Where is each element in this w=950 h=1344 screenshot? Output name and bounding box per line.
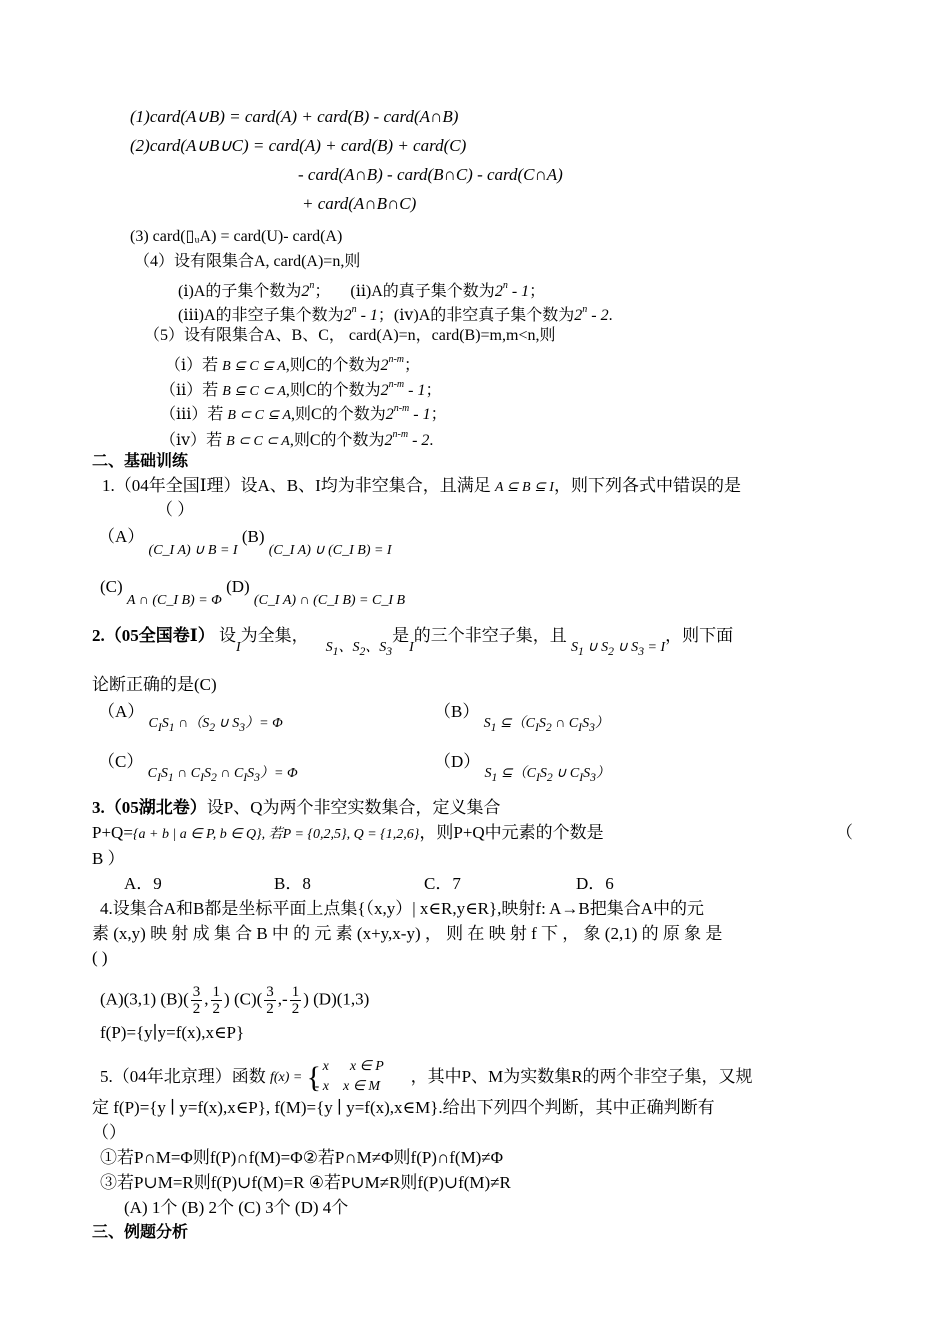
q5-lead: 5.（04年北京理）函数	[100, 1066, 266, 1086]
item4-iii-label: (ⅲ)A的非空子集个数为	[178, 307, 344, 324]
q4-line1: 4.设集合A和B都是坐标平面上点集{（x,y）| x∈R,y∈R},映射f: A→B把集合A中的元	[100, 899, 705, 918]
item5-then-3: ,则C的个数为	[291, 406, 386, 423]
q5-line1: 5.（04年北京理）函数 f(x) = { x x ∈ P - x x ∈ M ，其中P、M为实数集R的两个非空子集，又规	[100, 1058, 753, 1098]
item4-ii-label: (ⅱ)A的真子集个数为	[350, 283, 495, 300]
q2-optC-label: （C）	[98, 752, 144, 771]
formula-2b: - card(A∩B) - card(B∩C) - card(C∩A)	[298, 165, 563, 184]
q1-optB-expr: (C_I A) ∪ (C_I B) = I	[268, 543, 392, 558]
q4-optA: (A)(3,1)	[100, 989, 157, 1009]
item5-i: （ⅰ）若 B ⊆ C ⊆ A,则C的个数为2$^{n-m}$；	[165, 354, 421, 374]
item5-ii: （ⅱ）若 B ⊆ C ⊂ A,则C的个数为2$^{n-m}$ - 1；	[160, 379, 442, 399]
q3-optB: B．8	[274, 874, 311, 893]
q3-line2b: ，则P+Q中元素的个数是	[419, 823, 604, 842]
q1-tail: ，则下列各式中错误的是	[553, 476, 741, 495]
q5-statement-1: ①若P∩M=Φ则f(P)∩f(M)=Φ②若P∩M≠Φ则f(P)∩f(M)≠Φ	[100, 1148, 504, 1167]
formula-2a: (2)card(A∪B∪C) = card(A) + card(B) + card(C)	[130, 136, 467, 155]
q2-optA: （A） $_{C_IS_1 \cap(S_2 \cup S_3)= \Phi}$	[98, 702, 283, 734]
item4-iii: (ⅲ)A的非空子集个数为2$^n$ - 1；(ⅳ)A的非空真子集个数为2$^n$ - 2.	[178, 304, 613, 324]
q1-optD-expr: (C_I A) ∩ (C_I B) = C_I B	[253, 593, 406, 608]
q3-optA: A．9	[124, 874, 162, 893]
q3-line3: B ）	[92, 849, 125, 868]
q4-line2: 素 (x,y) 映 射 成 集 合 B 中 的 元 素 (x+y,x-y) ， 则 在 映 射 f 下 ， 象 (2,1) 的 原 象 是	[92, 924, 723, 943]
q3-line1	[92, 797, 500, 819]
item5-iv-label: （ⅳ）若	[160, 432, 223, 449]
q2-text3: 是	[392, 626, 410, 645]
q2-text1: 设	[218, 626, 236, 645]
item5-i-label: （ⅰ）若	[165, 357, 219, 374]
q4-line3: ( )	[92, 948, 108, 967]
q3-paren: （	[836, 823, 853, 842]
item5-then-1: ,则C的个数为	[285, 357, 381, 374]
q2-lead: 2.（05全国卷Ⅰ）	[92, 626, 215, 645]
q4-optB: (B)	[160, 989, 184, 1009]
q2-optB-label: （B）	[434, 702, 480, 721]
item5-intro: （5）设有限集合A、B、C， card(A)=n，card(B)=m,m<n,则	[144, 327, 556, 344]
q3-line2: P+Q={a + b | a ∈ P, b ∈ Q}, 若P = {0,2,5}, Q = {1,2,6}，则P+Q中元素的个数是	[92, 823, 604, 842]
q1-line1	[102, 475, 741, 499]
q3-lead: 3.（05湖北卷）	[92, 798, 207, 817]
q4-extra: f(P)={y∣y=f(x),x∈P}	[100, 1023, 245, 1042]
q2-line2: 论断正确的是(C)	[92, 675, 217, 694]
q5-piecewise: { x x ∈ P - x x ∈ M	[306, 1059, 384, 1094]
q2-optD-label: （D）	[434, 752, 481, 771]
q4-options: (A)(3,1) (B)( $\frac{3}{2}$ , $\frac{1}{2}$ ) (C)( $\frac{3}{2}$ ,- $\frac{1}{2}$ ) (D)(1,3)	[100, 984, 370, 1017]
q2-text2: 为全集，	[240, 626, 309, 645]
q1-paren: （ ）	[156, 500, 195, 519]
q5-statement-2: ③若P∪M=R则f(P)∪f(M)=R ④若P∪M≠R则f(P)∪f(M)≠R	[100, 1173, 511, 1192]
item5-then-4: ,则C的个数为	[289, 432, 385, 449]
q1-optA-label: （A）	[98, 527, 145, 546]
q5-line2: 定 f(P)={y ∣ y=f(x),x∈P}, f(M)={y ∣ y=f(x),x∈M}.给出下列四个判断，其中正确判断有	[92, 1098, 715, 1117]
formula-3: (3) card(▯ᵤA) = card(U)- card(A)	[130, 228, 343, 245]
q1-optA-expr: (C_I A) ∪ B = I	[148, 543, 238, 558]
section3-title: 三、例题分析	[92, 1222, 189, 1241]
formula-1: (1)card(A∪B) = card(A) + card(B) - card(A∩B)	[130, 107, 459, 126]
q1-optC-label: (C)	[100, 577, 123, 596]
q4-optC: (C)	[233, 989, 257, 1009]
q1-cond: A ⊆ B ⊆ I	[495, 480, 554, 495]
item5-iii-label: （ⅲ）若	[160, 406, 224, 423]
q5-tail: ，其中P、M为实数集R的两个非空子集，又规	[410, 1066, 753, 1086]
q2-text4: 的三个非空子集，且	[413, 626, 567, 645]
item5-ii-label: （ⅱ）若	[160, 382, 219, 399]
q3-text: 设P、Q为两个非空实数集合，定义集合	[206, 798, 501, 817]
q2-text5: ，则下面	[665, 626, 734, 645]
q2-line1: 2.（05全国卷Ⅰ） 设$_I$为全集， $_{S_1、S_2、S_3}$是$_I$的三个非空子集，且 $_{S_1 \cup S_2 \cup S_3 = I}$，则下面	[92, 626, 734, 658]
section2-title: 二、基础训练	[92, 451, 189, 470]
q1-optD-label: (D)	[226, 577, 250, 596]
q5-line3: （）	[92, 1123, 126, 1142]
q1-optC-expr: A ∩ (C_I B) = Φ	[126, 593, 222, 608]
q2-optB: （B） $_{S_1 ⊆(C_IS_2 \cap C_IS_3)}$	[434, 702, 609, 734]
item4-i-label: (ⅰ)A的子集个数为	[178, 283, 302, 300]
q3-optC: C．7	[424, 874, 461, 893]
q4-optD: (D)(1,3)	[313, 989, 370, 1009]
item5-iv: （ⅳ）若 B ⊂ C ⊂ A,则C的个数为2$^{n-m}$ - 2.	[160, 429, 434, 449]
q2-optC: （C） $_{C_IS_1 \cap C_IS_2 \cap C_IS_3)= \Phi}$	[98, 752, 298, 784]
item4-iv-label: (ⅳ)A的非空真子集个数为	[393, 307, 575, 324]
q1-text: 1.（04年全国Ⅰ理）设A、B、I均为非空集合，且满足	[102, 476, 491, 495]
q1-optB-label: (B)	[241, 527, 265, 546]
item4-intro: （4）设有限集合A, card(A)=n,则	[134, 253, 361, 270]
item5-then-2: ,则C的个数为	[285, 382, 381, 399]
q5-options: (A) 1个 (B) 2个 (C) 3个 (D) 4个	[124, 1198, 349, 1217]
q2-optD: （D） $_{S_1 ⊆(C_IS_2 \cup C_IS_3)}$	[434, 752, 610, 784]
q3-line2a: P+Q=	[92, 823, 133, 842]
formula-2c: + card(A∩B∩C)	[302, 194, 417, 213]
q3-optD: D．6	[576, 874, 614, 893]
item4-i: (ⅰ)A的子集个数为2$^n$； (ⅱ)A的真子集个数为2$^n$ - 1；	[178, 280, 546, 300]
item5-iii: （ⅲ）若 B ⊂ C ⊆ A,则C的个数为2$^{n-m}$ - 1；	[160, 403, 447, 423]
q2-optA-label: （A）	[98, 702, 145, 721]
